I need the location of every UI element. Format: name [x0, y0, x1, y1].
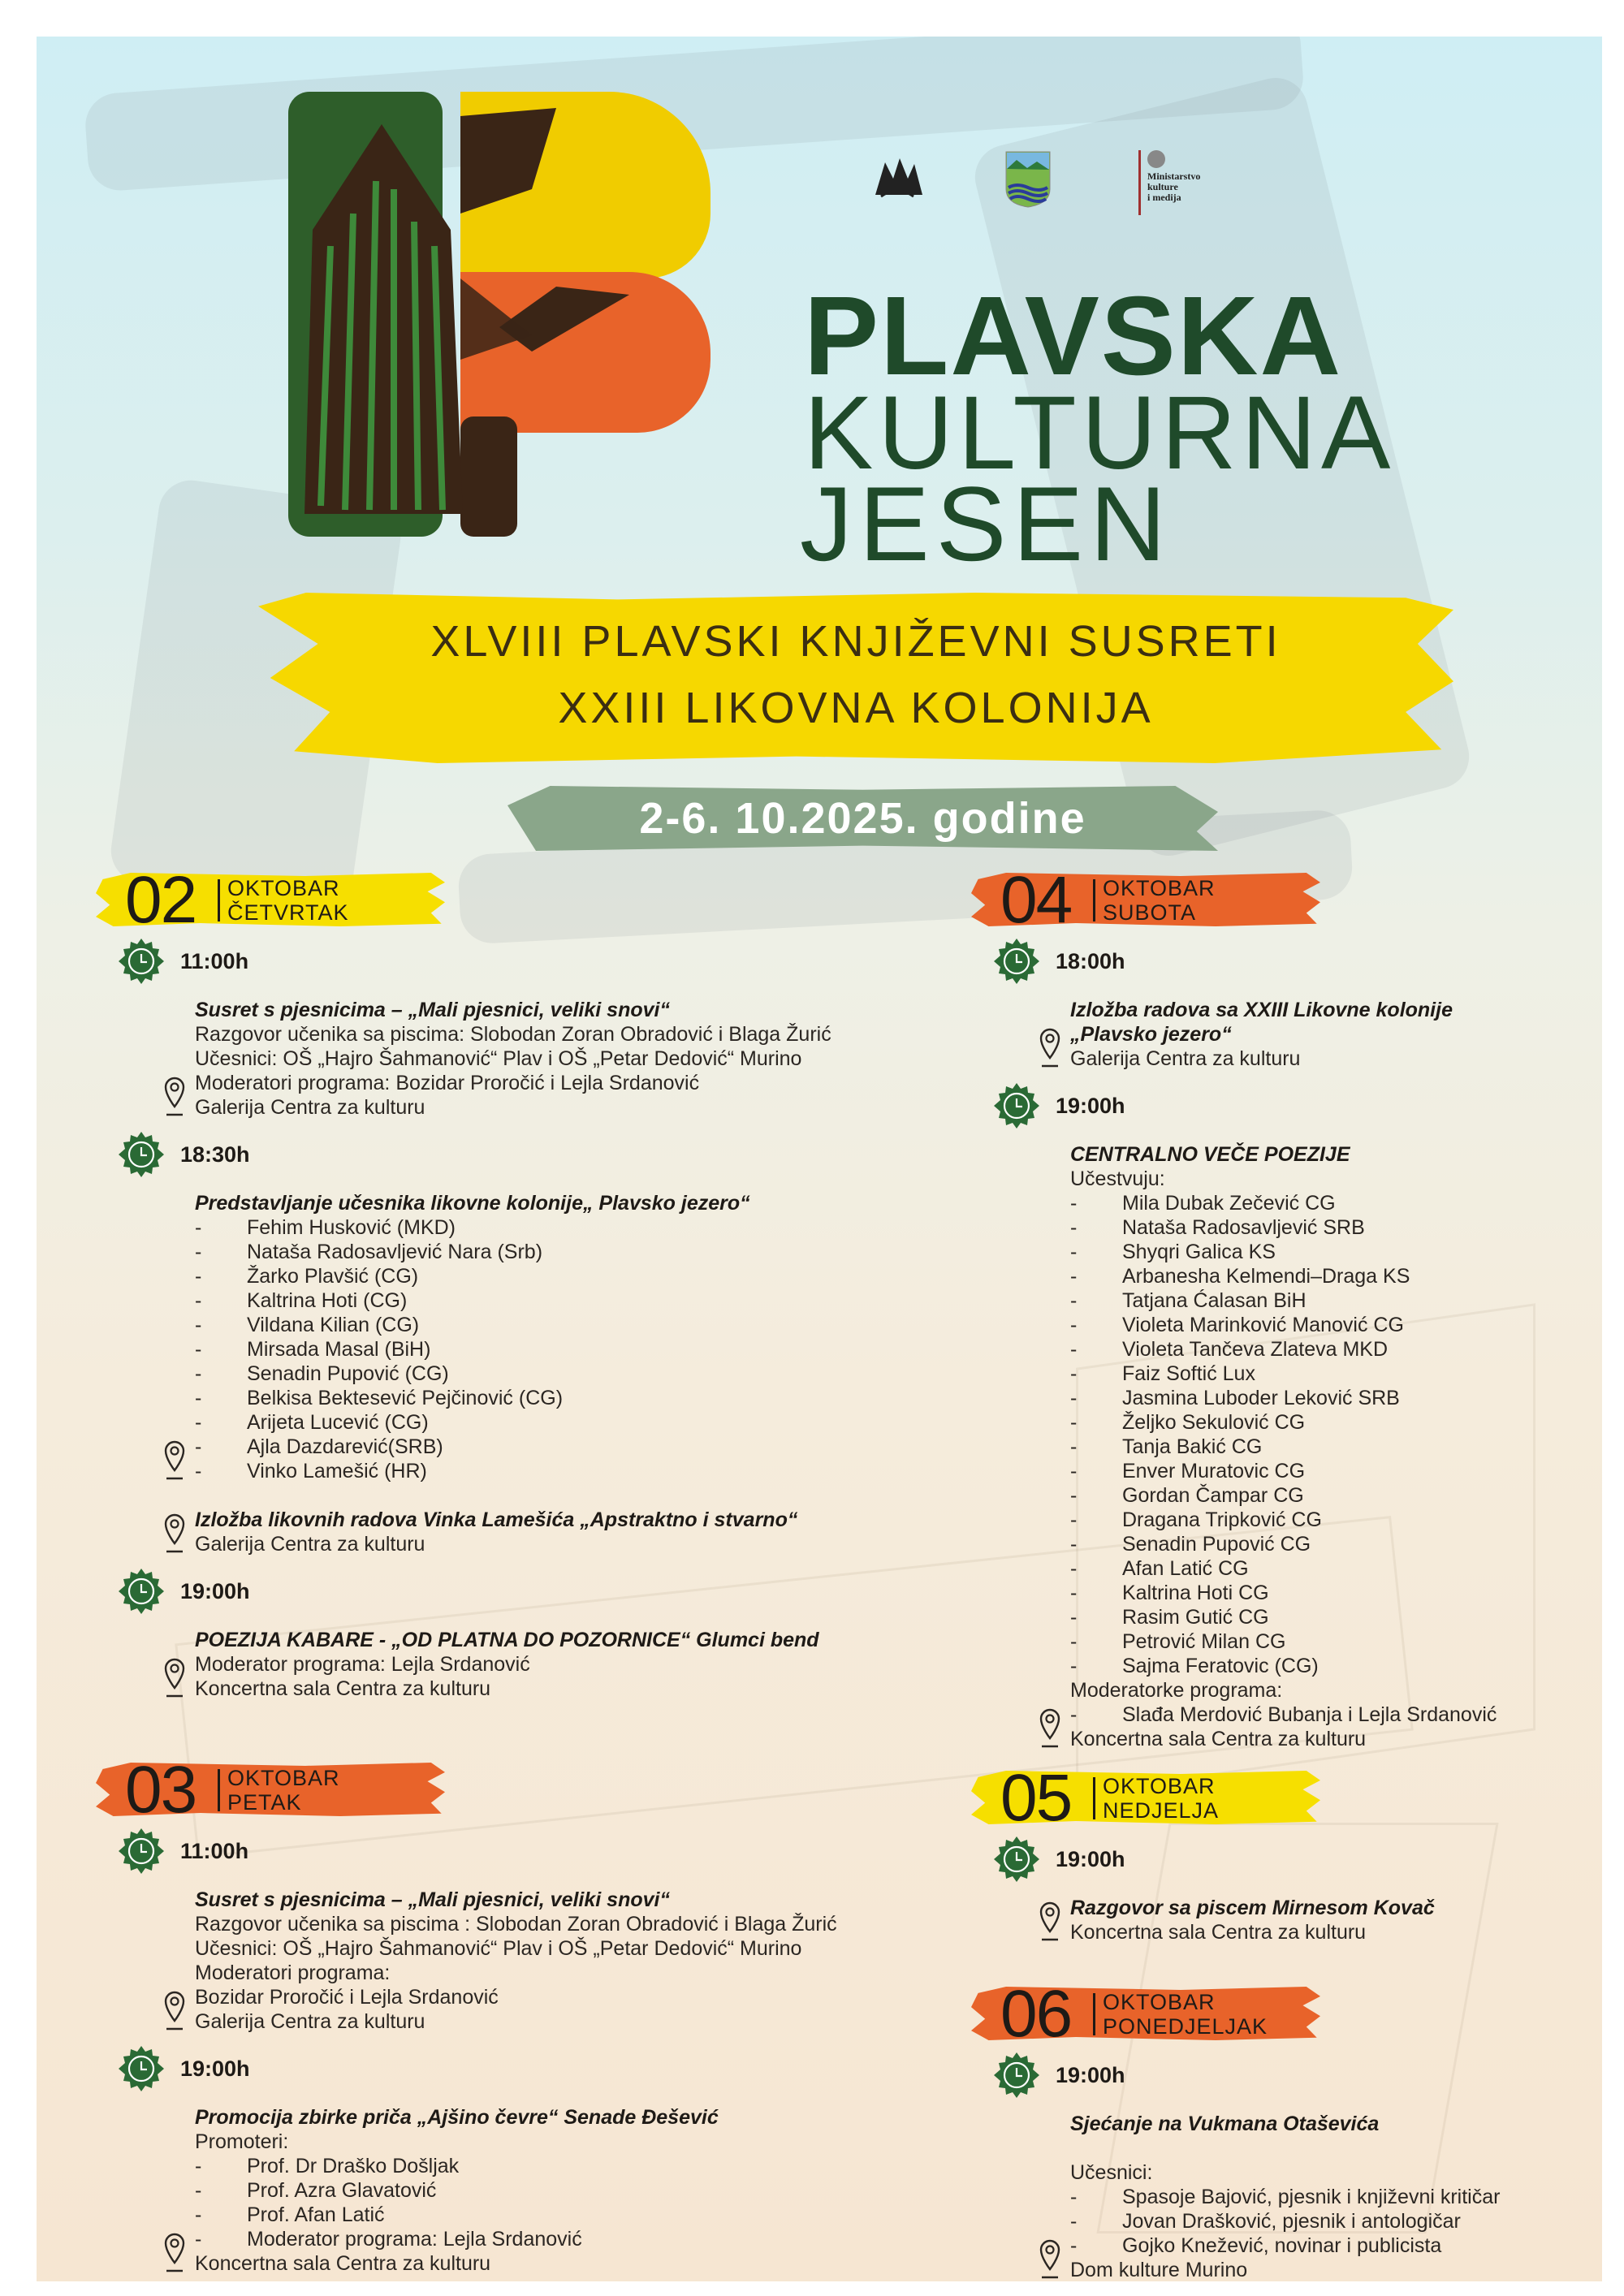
event-time-row — [96, 2046, 713, 2091]
participant-name: Senadin Pupović CG — [1122, 1533, 1311, 1556]
centar-za-kulturu-logo — [853, 146, 942, 211]
day-number: 02 — [125, 863, 197, 937]
spacer — [1070, 2136, 1588, 2160]
list-dash: - — [1070, 1630, 1078, 1653]
participant-item — [1070, 1654, 1588, 1678]
participant-name: Slađa Merdović Bubanja i Lejla Srdanović — [1122, 1703, 1497, 1726]
clock-icon — [119, 939, 164, 984]
participant-item — [1070, 1191, 1588, 1215]
list-dash: - — [195, 1216, 202, 1239]
event-time: 18:00h — [1056, 949, 1125, 973]
schedule-event — [971, 939, 1588, 1071]
map-pin-icon — [1038, 2238, 1062, 2281]
map-pin-icon — [162, 1990, 187, 2032]
event-time-row — [96, 1132, 713, 1177]
clock-icon — [119, 1132, 164, 1177]
list-dash: - — [1070, 1411, 1078, 1434]
list-dash: - — [1070, 1289, 1078, 1312]
participant-name: Gordan Čampar CG — [1122, 1484, 1304, 1507]
day-weekday: SUBOTA — [1103, 900, 1197, 925]
map-pin-icon — [162, 1657, 187, 1699]
list-dash: - — [1070, 1387, 1078, 1409]
clock-icon — [119, 1569, 164, 1614]
list-dash: - — [1070, 1533, 1078, 1556]
event-time-row — [971, 1836, 1588, 1882]
participant-item — [195, 1459, 713, 1483]
event-details — [195, 1628, 819, 1701]
participant-name: Nataša Radosavljević Nara (Srb) — [247, 1241, 543, 1263]
participant-name: Nataša Radosavljević SRB — [1122, 1216, 1365, 1239]
participant-item — [195, 2178, 713, 2203]
list-dash: - — [195, 1362, 202, 1385]
participant-item — [195, 1435, 713, 1459]
schedule-event — [96, 939, 831, 1120]
map-pin-icon — [162, 1513, 187, 1555]
event-time: 19:00h — [180, 1579, 250, 1603]
clock-icon — [994, 1836, 1039, 1882]
event-title: Susret s pjesnicima – „Mali pjesnici, veliki snovi“ — [195, 1888, 670, 1911]
day-header — [971, 1977, 1320, 2051]
schedule-event — [971, 2052, 1588, 2281]
day-section — [96, 1753, 837, 2276]
participant-name: Violeta Tančeva Zlateva MKD — [1122, 1338, 1389, 1361]
participant-name: Vildana Kilian (CG) — [247, 1314, 420, 1336]
list-dash: - — [195, 2155, 202, 2177]
event-title: Izložba radova sa XXIII Likovne kolonije — [1070, 999, 1453, 1021]
event-time-row — [971, 939, 1588, 984]
list-dash: - — [1070, 1508, 1078, 1531]
schedule-event — [96, 1132, 750, 1483]
plav-municipality-coat-of-arms — [1004, 150, 1052, 209]
event-time-row — [96, 1828, 713, 1874]
participant-name: Rasim Gutić CG — [1122, 1606, 1269, 1629]
event-time-row — [96, 1569, 713, 1614]
list-dash: - — [195, 1411, 202, 1434]
participant-name: Žarko Plavšić (CG) — [247, 1265, 419, 1288]
ministry-logo — [1138, 150, 1245, 215]
participant-item — [1070, 1362, 1588, 1386]
list-dash: - — [195, 2228, 202, 2251]
list-dash: - — [195, 1241, 202, 1263]
list-dash: - — [1070, 1265, 1078, 1288]
list-dash: - — [1070, 1484, 1078, 1507]
participant-name: Prof. Afan Latić — [247, 2203, 385, 2226]
participant-item — [1070, 1435, 1588, 1459]
day-month: OKTOBAR — [1103, 876, 1216, 900]
festival-p-logo — [288, 92, 710, 537]
list-dash: - — [1070, 1338, 1078, 1361]
day-number: 04 — [1000, 863, 1072, 937]
event-details — [195, 2105, 719, 2276]
event-title: Predstavljanje učesnika likovne kolonije„ Plavsko jezero“ — [195, 1192, 750, 1215]
list-dash: - — [195, 1289, 202, 1312]
participant-item — [1070, 1264, 1588, 1288]
participant-name: Kaltrina Hoti CG — [1122, 1582, 1269, 1604]
day-number: 03 — [125, 1753, 197, 1827]
participant-item — [1070, 1703, 1588, 1727]
event-detail-line: Galerija Centra za kulturu — [195, 1096, 425, 1119]
event-title: Sjećanje na Vukmana Otaševića — [1070, 2113, 1380, 2135]
event-time: 19:00h — [1056, 1847, 1125, 1871]
day-header-divider — [1093, 879, 1095, 921]
clock-icon — [119, 2046, 164, 2091]
title-jesen: JESEN — [800, 464, 1173, 583]
schedule-event — [96, 1483, 798, 1556]
participant-name: Enver Muratovic CG — [1122, 1460, 1306, 1482]
list-dash: - — [1070, 1703, 1078, 1726]
list-dash: - — [195, 1387, 202, 1409]
event-detail-line: Učesnici: OŠ „Hajro Šahmanović“ Plav i OŠ „Petar Dedović“ Murino — [195, 1937, 802, 1960]
schedule-event — [971, 1083, 1588, 1751]
day-weekday: ČETVRTAK — [227, 900, 349, 925]
day-section — [971, 863, 1588, 1751]
day-header — [971, 863, 1320, 937]
spacer — [195, 1483, 713, 1508]
day-section — [971, 1977, 1588, 2281]
participant-item — [195, 1337, 713, 1362]
event-time: 19:00h — [180, 2056, 250, 2081]
event-detail-line: Učestvuju: — [1070, 1167, 1165, 1190]
schedule-event — [96, 1569, 819, 1701]
participant-name: Vinko Lamešić (HR) — [247, 1460, 427, 1482]
event-detail-line: Učesnici: OŠ „Hajro Šahmanović“ Plav i OŠ „Petar Dedović“ Murino — [195, 1047, 802, 1070]
list-dash: - — [1070, 2210, 1078, 2233]
day-month: OKTOBAR — [227, 1766, 340, 1790]
participant-name: Tanja Bakić CG — [1122, 1435, 1263, 1458]
event-time-row — [96, 939, 713, 984]
event-detail-line: Koncertna sala Centra za kulturu — [195, 2252, 491, 2275]
day-month: OKTOBAR — [1103, 1990, 1216, 2014]
list-dash: - — [195, 1338, 202, 1361]
schedule-event — [96, 2046, 719, 2276]
participant-name: Mila Dubak Zečević CG — [1122, 1192, 1336, 1215]
participant-name: Fehim Husković (MKD) — [247, 1216, 456, 1239]
event-time-row — [971, 1083, 1588, 1129]
participant-item — [1070, 2209, 1588, 2233]
participant-name: Ajla Dazdarević(SRB) — [247, 1435, 443, 1458]
clock-icon — [119, 1828, 164, 1874]
list-dash: - — [1070, 1460, 1078, 1482]
event-detail-line: Moderatori programa: Bozidar Proročić i Lejla Srdanović — [195, 1072, 700, 1094]
participant-name: Dragana Tripković CG — [1122, 1508, 1322, 1531]
event-detail-line: Moderatori programa: — [195, 1962, 391, 1984]
schedule-event — [971, 1836, 1588, 1944]
ministry-logo-text: i medija — [1147, 192, 1181, 203]
event-detail-line: Razgovor učenika sa piscima : Slobodan Zoran Obradović i Blaga Žurić — [195, 1913, 837, 1936]
participant-item — [195, 1313, 713, 1337]
participant-name: Violeta Marinković Manović CG — [1122, 1314, 1404, 1336]
day-weekday: PETAK — [227, 1790, 302, 1815]
ministry-emblem-icon — [1147, 150, 1165, 168]
participant-name: Arbanesha Kelmendi–Draga KS — [1122, 1265, 1410, 1288]
schedule-event — [96, 1828, 837, 2034]
list-dash: - — [1070, 1582, 1078, 1604]
list-dash: - — [1070, 1435, 1078, 1458]
event-detail-line: Koncertna sala Centra za kulturu — [1070, 1728, 1367, 1750]
participant-item — [1070, 1532, 1588, 1556]
participant-name: Jasmina Luboder Leković SRB — [1122, 1387, 1400, 1409]
day-section — [971, 1761, 1588, 1944]
participant-name: Spasoje Bajović, pjesnik i književni kritičar — [1122, 2186, 1501, 2208]
participant-name: Faiz Softić Lux — [1122, 1362, 1255, 1385]
participant-item — [195, 2227, 713, 2251]
event-detail-line: Moderatorke programa: — [1070, 1679, 1283, 1702]
event-detail-line: Koncertna sala Centra za kulturu — [195, 1677, 491, 1700]
event-title: Promocija zbirke priča „Ajšino čevre“ Senade Đešević — [195, 2106, 719, 2129]
event-details — [1070, 998, 1588, 1071]
ministry-logo-text: Ministarstvo — [1147, 170, 1201, 182]
event-detail-line: Koncertna sala Centra za kulturu — [1070, 1921, 1367, 1944]
day-weekday: PONEDJELJAK — [1103, 2014, 1268, 2039]
participant-item — [1070, 1337, 1588, 1362]
event-details — [1070, 1896, 1588, 1944]
participant-name: Kaltrina Hoti (CG) — [247, 1289, 408, 1312]
participant-name: Jovan Drašković, pjesnik i antologičar — [1122, 2210, 1461, 2233]
list-dash: - — [1070, 2186, 1078, 2208]
participant-item — [195, 2203, 713, 2227]
event-title: „Plavsko jezero“ — [1070, 1023, 1232, 1046]
event-title: Susret s pjesnicima – „Mali pjesnici, veliki snovi“ — [195, 999, 670, 1021]
event-name-art-colony: XXIII LIKOVNA KOLONIJA — [558, 684, 1154, 732]
participant-item — [195, 1240, 713, 1264]
map-pin-icon — [1038, 1901, 1062, 1943]
participant-item — [1070, 2185, 1588, 2209]
event-time: 19:00h — [1056, 2063, 1125, 2087]
event-time: 11:00h — [180, 1839, 249, 1863]
event-detail-line: Dom kulture Murino — [1070, 2259, 1248, 2281]
event-time-row — [971, 2052, 1588, 2098]
list-dash: - — [1070, 1314, 1078, 1336]
participant-item — [1070, 1288, 1588, 1313]
participant-item — [1070, 1581, 1588, 1605]
day-month: OKTOBAR — [227, 876, 340, 900]
day-header-divider — [218, 879, 220, 921]
clock-icon — [994, 1083, 1039, 1129]
participant-name: Afan Latić CG — [1122, 1557, 1249, 1580]
participant-item — [1070, 1508, 1588, 1532]
event-title: POEZIJA KABARE - „OD PLATNA DO POZORNICE“ Glumci bend — [195, 1629, 819, 1651]
participant-name: Prof. Azra Glavatović — [247, 2179, 437, 2202]
event-details — [195, 1483, 798, 1556]
participant-item — [1070, 1605, 1588, 1629]
list-dash: - — [195, 1435, 202, 1458]
title-plavska: PLAVSKA — [804, 274, 1343, 399]
clock-icon — [994, 2052, 1039, 2098]
map-pin-icon — [162, 2232, 187, 2274]
list-dash: - — [1070, 1606, 1078, 1629]
participant-item — [1070, 1410, 1588, 1435]
day-header-divider — [1093, 1777, 1095, 1819]
participant-item — [195, 1215, 713, 1240]
list-dash: - — [195, 2203, 202, 2226]
participant-item — [195, 1264, 713, 1288]
participant-item — [195, 1362, 713, 1386]
event-details — [1070, 2112, 1588, 2281]
participant-name: Mirsada Masal (BiH) — [247, 1338, 431, 1361]
event-detail-line: Galerija Centra za kulturu — [195, 2010, 425, 2033]
participant-item — [195, 2154, 713, 2178]
participant-name: Sajma Feratovic (CG) — [1122, 1655, 1319, 1677]
event-detail-line: Bozidar Proročić i Lejla Srdanović — [195, 1986, 499, 2009]
participant-item — [1070, 1386, 1588, 1410]
map-pin-icon — [1038, 1027, 1062, 1069]
list-dash: - — [195, 1460, 202, 1482]
event-title: CENTRALNO VEČE POEZIJE — [1070, 1143, 1350, 1166]
map-pin-icon — [1038, 1707, 1062, 1750]
day-header — [96, 863, 445, 937]
list-dash: - — [1070, 1362, 1078, 1385]
event-details — [1070, 1142, 1588, 1751]
day-header-divider — [218, 1769, 220, 1811]
day-header-divider — [1093, 1993, 1095, 2035]
day-month: OKTOBAR — [1103, 1774, 1216, 1798]
participant-item — [1070, 2233, 1588, 2258]
event-detail-line: Učesnici: — [1070, 2161, 1153, 2184]
event-detail-line: Promoteri: — [195, 2130, 289, 2153]
participant-item — [1070, 1313, 1588, 1337]
ministry-logo-text: kulture — [1147, 181, 1178, 192]
participant-item — [1070, 1240, 1588, 1264]
participant-name: Prof. Dr Draško Došljak — [247, 2155, 460, 2177]
participant-name: Petrović Milan CG — [1122, 1630, 1286, 1653]
list-dash: - — [195, 1314, 202, 1336]
event-details — [195, 1888, 837, 2034]
event-details — [195, 998, 831, 1120]
poster — [37, 37, 1602, 2281]
participant-item — [195, 1410, 713, 1435]
list-dash: - — [1070, 2234, 1078, 2257]
day-section — [96, 863, 831, 1701]
list-dash: - — [195, 2179, 202, 2202]
participant-item — [1070, 1556, 1588, 1581]
event-time: 18:30h — [180, 1142, 250, 1167]
festival-dates: 2-6. 10.2025. godine — [639, 794, 1086, 843]
map-pin-icon — [162, 1076, 187, 1118]
event-title: Razgovor sa piscem Mirnesom Kovač — [1070, 1897, 1435, 1919]
list-dash: - — [1070, 1557, 1078, 1580]
day-weekday: NEDJELJA — [1103, 1798, 1220, 1823]
event-detail-line: Galerija Centra za kulturu — [195, 1533, 425, 1556]
list-dash: - — [1070, 1192, 1078, 1215]
participant-name: Tatjana Ćalasan BiH — [1122, 1289, 1307, 1312]
participant-item — [195, 1288, 713, 1313]
participant-item — [195, 1386, 713, 1410]
day-number: 05 — [1000, 1761, 1072, 1835]
day-header — [96, 1753, 445, 1827]
event-time: 11:00h — [180, 949, 249, 973]
map-pin-icon — [162, 1439, 187, 1482]
event-detail-line: Razgovor učenika sa piscima: Slobodan Zoran Obradović i Blaga Žurić — [195, 1023, 831, 1046]
event-title: Izložba likovnih radova Vinka Lamešića „Apstraktno i stvarno“ — [195, 1508, 798, 1531]
participant-name: Belkisa Bektesević Pejčinović (CG) — [247, 1387, 564, 1409]
event-time: 19:00h — [1056, 1094, 1125, 1118]
event-detail-line: Galerija Centra za kulturu — [1070, 1047, 1301, 1070]
participant-item — [1070, 1483, 1588, 1508]
participant-item — [1070, 1629, 1588, 1654]
event-details — [195, 1191, 750, 1483]
event-detail-line: Moderator programa: Lejla Srdanović — [195, 1653, 530, 1676]
participant-item — [1070, 1215, 1588, 1240]
participant-name: Moderator programa: Lejla Srdanović — [247, 2228, 582, 2251]
participant-name: Arijeta Lucević (CG) — [247, 1411, 429, 1434]
list-dash: - — [1070, 1216, 1078, 1239]
clock-icon — [994, 939, 1039, 984]
list-dash: - — [1070, 1241, 1078, 1263]
event-name-literary: XLVIII PLAVSKI KNJIŽEVNI SUSRETI — [430, 617, 1281, 666]
day-header — [971, 1761, 1320, 1835]
participant-name: Gojko Knežević, novinar i publicista — [1122, 2234, 1442, 2257]
day-number: 06 — [1000, 1977, 1072, 2051]
participant-name: Shyqri Galica KS — [1122, 1241, 1276, 1263]
list-dash: - — [1070, 1655, 1078, 1677]
participant-name: Željko Sekulović CG — [1122, 1411, 1306, 1434]
participant-name: Senadin Pupović (CG) — [247, 1362, 449, 1385]
participant-item — [1070, 1459, 1588, 1483]
list-dash: - — [195, 1265, 202, 1288]
title-kulturna: KULTURNA — [804, 375, 1396, 491]
